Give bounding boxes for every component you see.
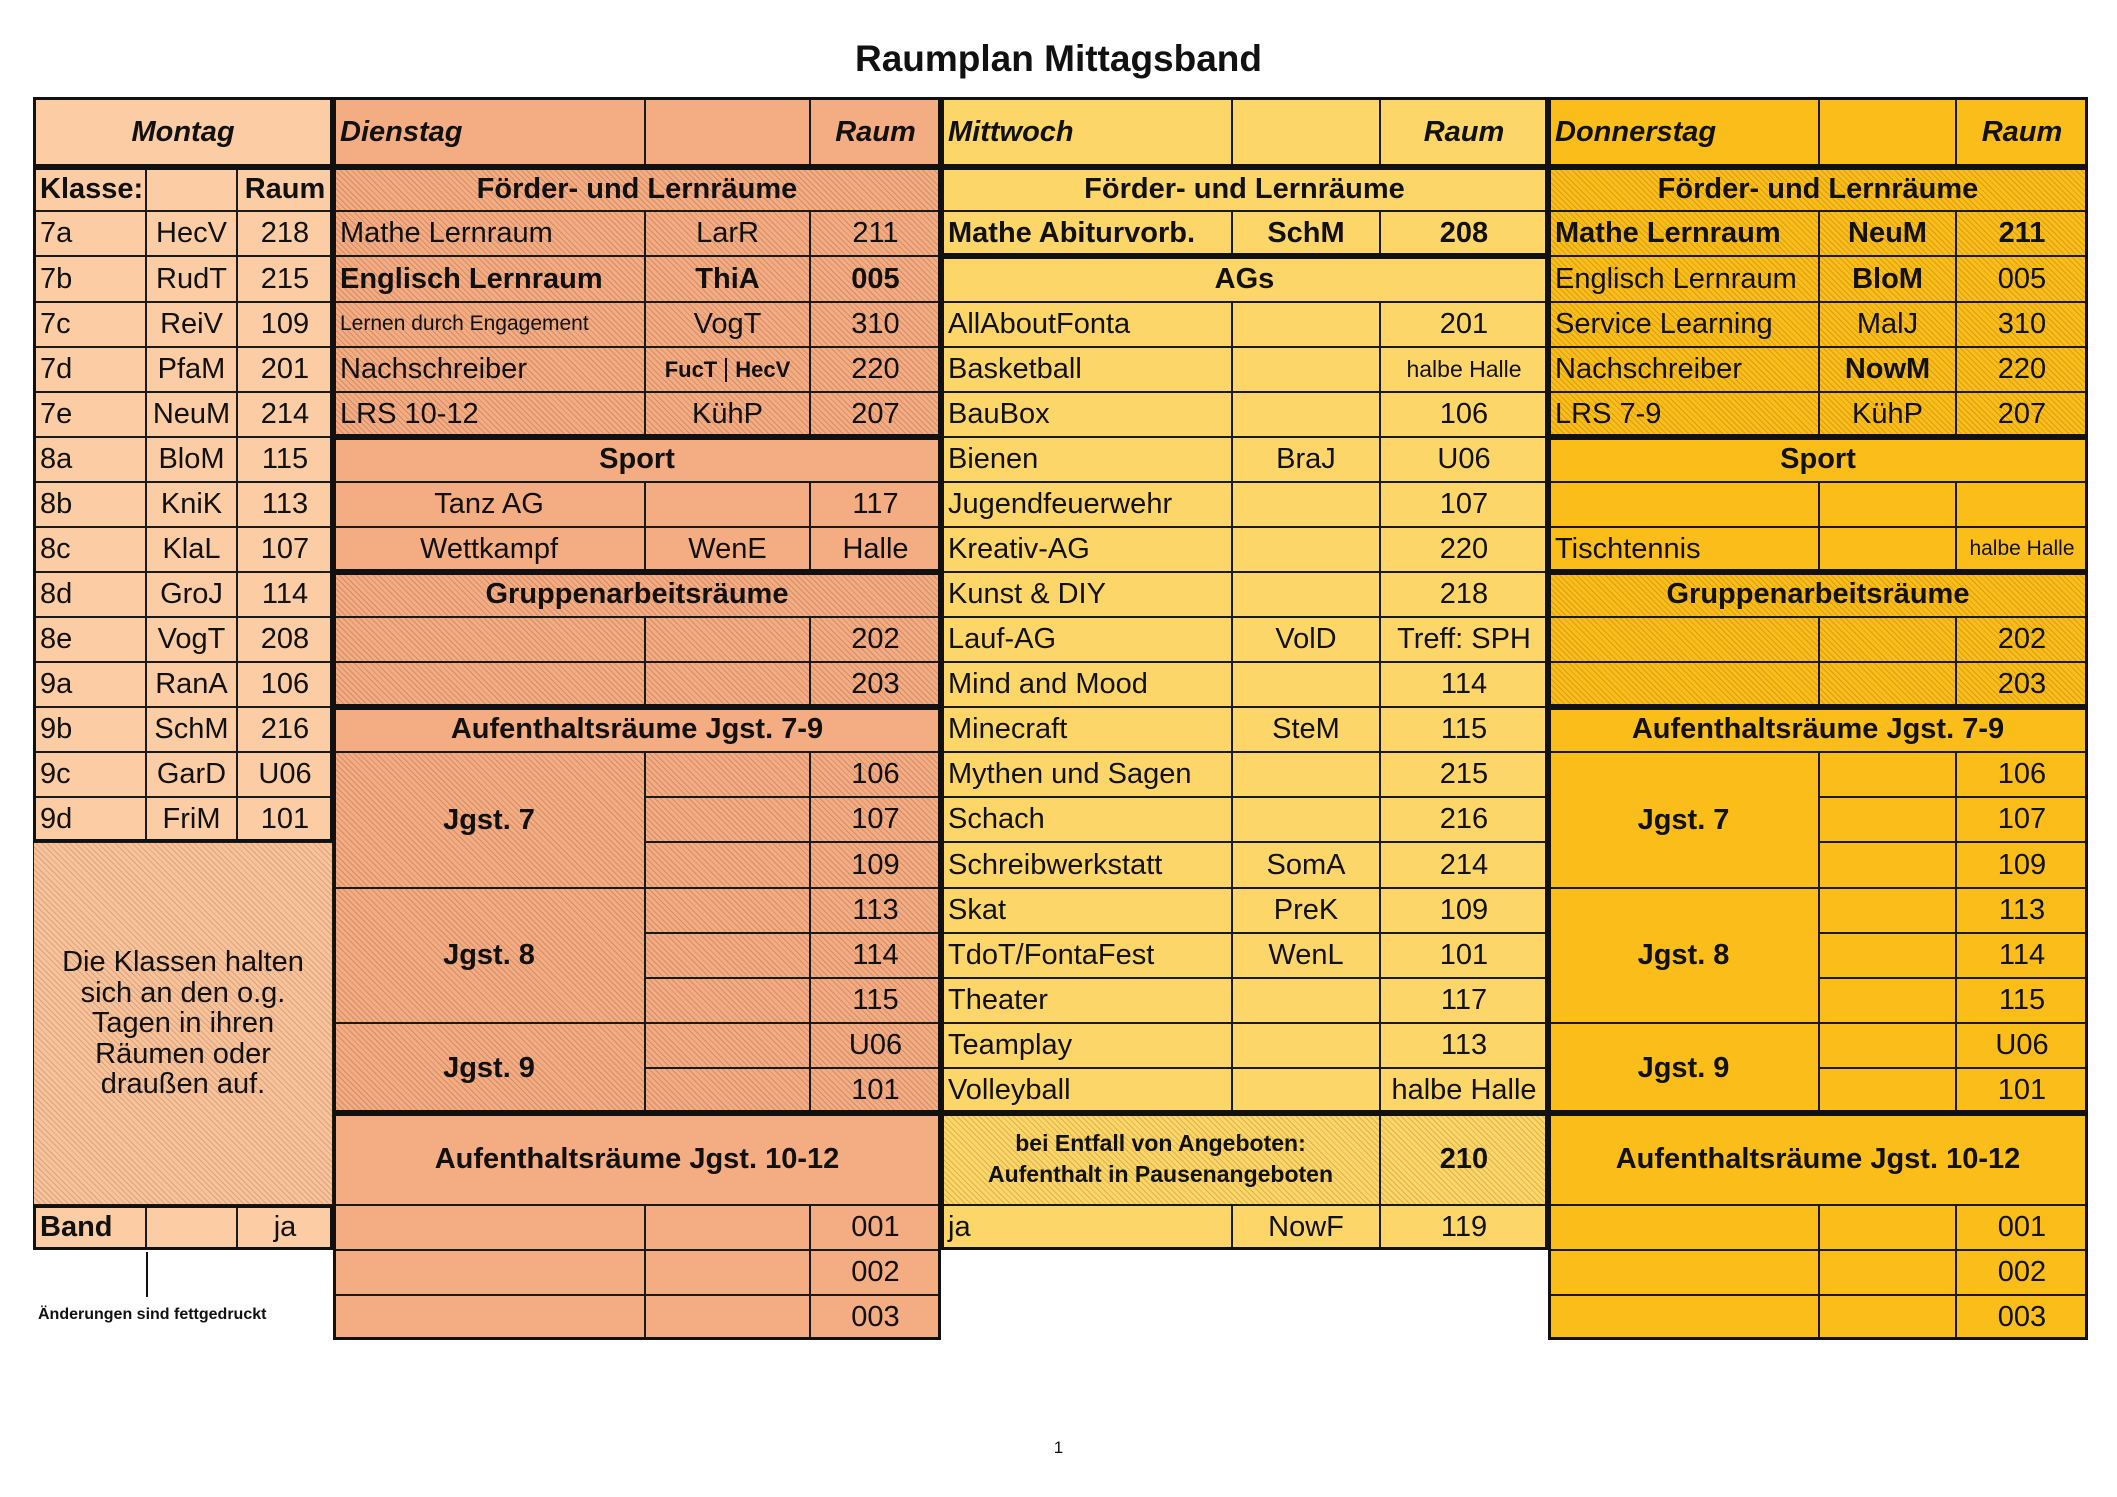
divider xyxy=(725,358,727,382)
day-header-raum: Raum xyxy=(1380,97,1548,167)
class-teacher: RudT xyxy=(146,256,237,302)
section-foerder: Förder- und Lernräume xyxy=(333,167,941,211)
jgst-room: 109 xyxy=(1956,842,2088,888)
entry-room: 201 xyxy=(1380,302,1548,347)
entry-teachers xyxy=(645,347,810,392)
entfall-room: 210 xyxy=(1380,1113,1548,1205)
jgst-room: 107 xyxy=(810,797,941,842)
day-header-wednesday: Mittwoch xyxy=(941,97,1232,167)
section-foerder: Förder- und Lernräume xyxy=(941,167,1548,211)
entry-teacher xyxy=(1232,752,1380,797)
jgst-room: 107 xyxy=(1956,797,2088,842)
entry-name: LRS 7-9 xyxy=(1548,392,1819,437)
jgst-room: 115 xyxy=(810,978,941,1023)
page-number: 1 xyxy=(1053,1438,1064,1457)
class-room: 107 xyxy=(237,527,333,572)
section-aufenthalt-10-12: Aufenthaltsräume Jgst. 10-12 xyxy=(1548,1113,2088,1205)
entry-room: 214 xyxy=(1380,842,1548,888)
entry-teacher xyxy=(1819,527,1956,572)
jgst-room: 115 xyxy=(1956,978,2088,1023)
jgst-room: 113 xyxy=(810,888,941,933)
jgst-label: Jgst. 8 xyxy=(1548,888,1819,1023)
jgst-teacher xyxy=(645,888,810,933)
oberstufe-room: 001 xyxy=(1956,1205,2088,1250)
entry-teacher: PreK xyxy=(1232,888,1380,933)
section-gruppen: Gruppenarbeitsräume xyxy=(1548,572,2088,617)
class-name: 9b xyxy=(33,707,146,752)
class-name: 8a xyxy=(33,437,146,482)
entry-teacher xyxy=(645,482,810,527)
entry-room: halbe Halle xyxy=(1380,347,1548,392)
entry-teacher xyxy=(1232,302,1380,347)
entry-name: Mathe Lernraum xyxy=(1548,211,1819,256)
entry-name: Englisch Lernraum xyxy=(1548,256,1819,302)
entry-name: Theater xyxy=(941,978,1232,1023)
entfall-line-2: Aufenthalt in Pausenangeboten xyxy=(987,1161,1334,1187)
oberstufe-room: 003 xyxy=(810,1295,941,1340)
entry-room: 216 xyxy=(1380,797,1548,842)
entry-name: Wettkampf xyxy=(333,527,645,572)
entry-teacher: LarR xyxy=(645,211,810,256)
oberstufe-name xyxy=(333,1205,645,1250)
entry-teacher xyxy=(1819,662,1956,707)
page-title: Raumplan Mittagsband xyxy=(854,38,1263,79)
entry-name: TdoT/FontaFest xyxy=(941,933,1232,978)
jgst-label: Jgst. 7 xyxy=(1548,752,1819,888)
section-gruppen: Gruppenarbeitsräume xyxy=(333,572,941,617)
class-teacher: SchM xyxy=(146,707,237,752)
band-name: ja xyxy=(941,1205,1232,1250)
class-name: 7a xyxy=(33,211,146,256)
class-name: 8b xyxy=(33,482,146,527)
class-room: 115 xyxy=(237,437,333,482)
entry-teacher xyxy=(1232,572,1380,617)
entry-name xyxy=(1548,617,1819,662)
class-teacher: KlaL xyxy=(146,527,237,572)
day-header-raum: Raum xyxy=(1956,97,2088,167)
entry-room: halbe Halle xyxy=(1956,527,2088,572)
entry-name: Mathe Abiturvorb. xyxy=(941,211,1232,256)
jgst-room: 101 xyxy=(810,1068,941,1113)
entry-name: Lauf-AG xyxy=(941,617,1232,662)
jgst-teacher xyxy=(1819,842,1956,888)
entry-teacher: KühP xyxy=(1819,392,1956,437)
oberstufe-room: 001 xyxy=(810,1205,941,1250)
section-aufenthalt-7-9: Aufenthaltsräume Jgst. 7-9 xyxy=(333,707,941,752)
class-room: 214 xyxy=(237,392,333,437)
entry-room: 208 xyxy=(1380,211,1548,256)
entry-room: 113 xyxy=(1380,1023,1548,1068)
entry-name xyxy=(333,662,645,707)
column-header-teacher xyxy=(146,167,237,211)
class-teacher: RanA xyxy=(146,662,237,707)
entry-room: 114 xyxy=(1380,662,1548,707)
jgst-label: Jgst. 9 xyxy=(333,1023,645,1113)
entry-name xyxy=(333,617,645,662)
entry-teacher: SteM xyxy=(1232,707,1380,752)
oberstufe-teacher xyxy=(1819,1205,1956,1250)
entry-room: 215 xyxy=(1380,752,1548,797)
oberstufe-name xyxy=(1548,1295,1819,1340)
entry-room: 202 xyxy=(1956,617,2088,662)
entry-teacher: VolD xyxy=(1232,617,1380,662)
class-name: 9a xyxy=(33,662,146,707)
entry-room: 117 xyxy=(810,482,941,527)
class-teacher: BloM xyxy=(146,437,237,482)
day-header-thursday: Donnerstag xyxy=(1548,97,1819,167)
oberstufe-room: 002 xyxy=(1956,1250,2088,1295)
jgst-teacher xyxy=(1819,1023,1956,1068)
entry-name: BauBox xyxy=(941,392,1232,437)
entry-teacher: NowM xyxy=(1819,347,1956,392)
entry-name: Kreativ-AG xyxy=(941,527,1232,572)
class-name: 8c xyxy=(33,527,146,572)
jgst-room: 106 xyxy=(1956,752,2088,797)
class-teacher: VogT xyxy=(146,617,237,662)
entry-room: 115 xyxy=(1380,707,1548,752)
entry-teacher: WenE xyxy=(645,527,810,572)
jgst-teacher xyxy=(1819,888,1956,933)
entry-room: Treff: SPH xyxy=(1380,617,1548,662)
oberstufe-teacher xyxy=(1819,1295,1956,1340)
day-header-teacher xyxy=(1819,97,1956,167)
monday-remark: Die Klassen halten sich an den o.g. Tagen in ihren Räumen oder draußen auf. xyxy=(33,842,333,1205)
entry-teacher: KühP xyxy=(645,392,810,437)
entry-name: Minecraft xyxy=(941,707,1232,752)
oberstufe-room: 003 xyxy=(1956,1295,2088,1340)
class-room: 114 xyxy=(237,572,333,617)
entry-teacher: SchM xyxy=(1232,211,1380,256)
class-room: 113 xyxy=(237,482,333,527)
oberstufe-teacher xyxy=(645,1250,810,1295)
jgst-label: Jgst. 7 xyxy=(333,752,645,888)
section-sport: Sport xyxy=(333,437,941,482)
entry-name: Service Learning xyxy=(1548,302,1819,347)
section-foerder: Förder- und Lernräume xyxy=(1548,167,2088,211)
oberstufe-room: 002 xyxy=(810,1250,941,1295)
class-room: 208 xyxy=(237,617,333,662)
band-room: 119 xyxy=(1380,1205,1548,1250)
column-header-raum: Raum xyxy=(237,167,333,211)
entry-room: U06 xyxy=(1380,437,1548,482)
entry-name: Bienen xyxy=(941,437,1232,482)
entry-name xyxy=(1548,662,1819,707)
class-teacher: KniK xyxy=(146,482,237,527)
entry-room: 117 xyxy=(1380,978,1548,1023)
teacher-b: HecV xyxy=(735,356,791,382)
entry-name: Tischtennis xyxy=(1548,527,1819,572)
jgst-teacher xyxy=(1819,933,1956,978)
day-header-teacher xyxy=(645,97,810,167)
entry-room: 107 xyxy=(1380,482,1548,527)
class-room: 106 xyxy=(237,662,333,707)
entry-room: halbe Halle xyxy=(1380,1068,1548,1113)
entry-name: Jugendfeuerwehr xyxy=(941,482,1232,527)
jgst-label: Jgst. 8 xyxy=(333,888,645,1023)
entry-teacher: WenL xyxy=(1232,933,1380,978)
entry-room: 220 xyxy=(810,347,941,392)
entry-room: Halle xyxy=(810,527,941,572)
entry-room: 207 xyxy=(810,392,941,437)
class-room: 218 xyxy=(237,211,333,256)
jgst-room: 114 xyxy=(1956,933,2088,978)
entry-room: 211 xyxy=(1956,211,2088,256)
class-name: 8e xyxy=(33,617,146,662)
entry-name: Nachschreiber xyxy=(1548,347,1819,392)
entry-room: 310 xyxy=(1956,302,2088,347)
day-header-monday: Montag xyxy=(33,97,333,167)
jgst-teacher xyxy=(1819,797,1956,842)
band-teacher xyxy=(146,1205,237,1250)
class-teacher: FriM xyxy=(146,797,237,842)
entry-room: 203 xyxy=(1956,662,2088,707)
day-header-raum: Raum xyxy=(810,97,941,167)
entry-teacher xyxy=(1232,797,1380,842)
column-header-klasse: Klasse: xyxy=(33,167,146,211)
jgst-room: U06 xyxy=(1956,1023,2088,1068)
entry-teacher xyxy=(1232,1023,1380,1068)
entry-room: 207 xyxy=(1956,392,2088,437)
jgst-room: U06 xyxy=(810,1023,941,1068)
oberstufe-name xyxy=(333,1250,645,1295)
entry-name: Nachschreiber xyxy=(333,347,645,392)
class-name: 7b xyxy=(33,256,146,302)
entry-name: Mind and Mood xyxy=(941,662,1232,707)
oberstufe-name xyxy=(1548,1205,1819,1250)
jgst-teacher xyxy=(645,933,810,978)
class-teacher: HecV xyxy=(146,211,237,256)
entry-teacher: ThiA xyxy=(645,256,810,302)
section-aufenthalt-7-9: Aufenthaltsräume Jgst. 7-9 xyxy=(1548,707,2088,752)
class-teacher: GarD xyxy=(146,752,237,797)
entry-room: 005 xyxy=(810,256,941,302)
entry-teacher xyxy=(1232,1068,1380,1113)
entry-room: 101 xyxy=(1380,933,1548,978)
entry-teacher: NeuM xyxy=(1819,211,1956,256)
class-teacher: ReiV xyxy=(146,302,237,347)
jgst-teacher xyxy=(1819,978,1956,1023)
entry-name: LRS 10-12 xyxy=(333,392,645,437)
section-sport: Sport xyxy=(1548,437,2088,482)
class-teacher: PfaM xyxy=(146,347,237,392)
entry-teacher xyxy=(1232,347,1380,392)
day-header-teacher xyxy=(1232,97,1380,167)
entry-name: Schach xyxy=(941,797,1232,842)
entry-teacher xyxy=(1232,662,1380,707)
entfall-note xyxy=(941,1113,1380,1205)
oberstufe-teacher xyxy=(645,1295,810,1340)
entry-room: 106 xyxy=(1380,392,1548,437)
class-teacher: GroJ xyxy=(146,572,237,617)
entry-teacher xyxy=(645,662,810,707)
entry-teacher: BloM xyxy=(1819,256,1956,302)
entry-room: 218 xyxy=(1380,572,1548,617)
jgst-room: 106 xyxy=(810,752,941,797)
note-pointer-line xyxy=(146,1252,148,1297)
jgst-teacher xyxy=(1819,752,1956,797)
day-header-tuesday: Dienstag xyxy=(333,97,645,167)
jgst-room: 101 xyxy=(1956,1068,2088,1113)
section-ags: AGs xyxy=(941,256,1548,302)
class-room: 101 xyxy=(237,797,333,842)
jgst-room: 109 xyxy=(810,842,941,888)
entry-teacher: BraJ xyxy=(1232,437,1380,482)
entry-room: 220 xyxy=(1380,527,1548,572)
entry-room: 203 xyxy=(810,662,941,707)
class-room: 109 xyxy=(237,302,333,347)
class-name: 9c xyxy=(33,752,146,797)
class-name: 9d xyxy=(33,797,146,842)
entry-name: Kunst & DIY xyxy=(941,572,1232,617)
entry-teacher xyxy=(1819,617,1956,662)
entry-name: Basketball xyxy=(941,347,1232,392)
jgst-teacher xyxy=(645,842,810,888)
entry-room: 005 xyxy=(1956,256,2088,302)
entry-name: Tanz AG xyxy=(333,482,645,527)
entry-room xyxy=(1956,482,2088,527)
entry-teacher xyxy=(1232,978,1380,1023)
entry-teacher xyxy=(1232,527,1380,572)
class-name: 7d xyxy=(33,347,146,392)
class-name: 8d xyxy=(33,572,146,617)
entry-room: 211 xyxy=(810,211,941,256)
jgst-teacher xyxy=(645,797,810,842)
oberstufe-name xyxy=(333,1295,645,1340)
entry-name: Mythen und Sagen xyxy=(941,752,1232,797)
entry-teacher: VogT xyxy=(645,302,810,347)
entry-name: Englisch Lernraum xyxy=(333,256,645,302)
class-room: 216 xyxy=(237,707,333,752)
entry-teacher: MalJ xyxy=(1819,302,1956,347)
entry-name: AllAboutFonta xyxy=(941,302,1232,347)
jgst-teacher xyxy=(645,978,810,1023)
entry-room: 202 xyxy=(810,617,941,662)
entry-name: Teamplay xyxy=(941,1023,1232,1068)
entry-teacher: SomA xyxy=(1232,842,1380,888)
changes-note: Änderungen sind fettgedruckt xyxy=(38,1306,267,1323)
entry-room: 109 xyxy=(1380,888,1548,933)
section-aufenthalt-10-12: Aufenthaltsräume Jgst. 10-12 xyxy=(333,1113,941,1205)
entry-name: Volleyball xyxy=(941,1068,1232,1113)
entry-name: Skat xyxy=(941,888,1232,933)
entry-teacher xyxy=(645,617,810,662)
entry-teacher xyxy=(1232,392,1380,437)
jgst-label: Jgst. 9 xyxy=(1548,1023,1819,1113)
class-room: U06 xyxy=(237,752,333,797)
entry-room: 220 xyxy=(1956,347,2088,392)
entry-room: 310 xyxy=(810,302,941,347)
oberstufe-name xyxy=(1548,1250,1819,1295)
oberstufe-teacher xyxy=(1819,1250,1956,1295)
jgst-teacher xyxy=(1819,1068,1956,1113)
band-label: Band xyxy=(33,1205,146,1250)
class-name: 7c xyxy=(33,302,146,347)
class-name: 7e xyxy=(33,392,146,437)
band-teacher: NowF xyxy=(1232,1205,1380,1250)
jgst-room: 113 xyxy=(1956,888,2088,933)
jgst-teacher xyxy=(645,1068,810,1113)
class-teacher: NeuM xyxy=(146,392,237,437)
jgst-teacher xyxy=(645,1023,810,1068)
class-room: 215 xyxy=(237,256,333,302)
entry-teacher xyxy=(1232,482,1380,527)
entry-name: Mathe Lernraum xyxy=(333,211,645,256)
band-room: ja xyxy=(237,1205,333,1250)
jgst-teacher xyxy=(645,752,810,797)
entfall-line-1: bei Entfall von Angeboten: xyxy=(1015,1129,1306,1156)
oberstufe-teacher xyxy=(645,1205,810,1250)
jgst-room: 114 xyxy=(810,933,941,978)
class-room: 201 xyxy=(237,347,333,392)
entry-name: Lernen durch Engagement xyxy=(333,302,645,347)
entry-name: Schreibwerkstatt xyxy=(941,842,1232,888)
teacher-a: FucT xyxy=(664,356,718,382)
entry-name xyxy=(1548,482,1819,527)
entry-teacher xyxy=(1819,482,1956,527)
